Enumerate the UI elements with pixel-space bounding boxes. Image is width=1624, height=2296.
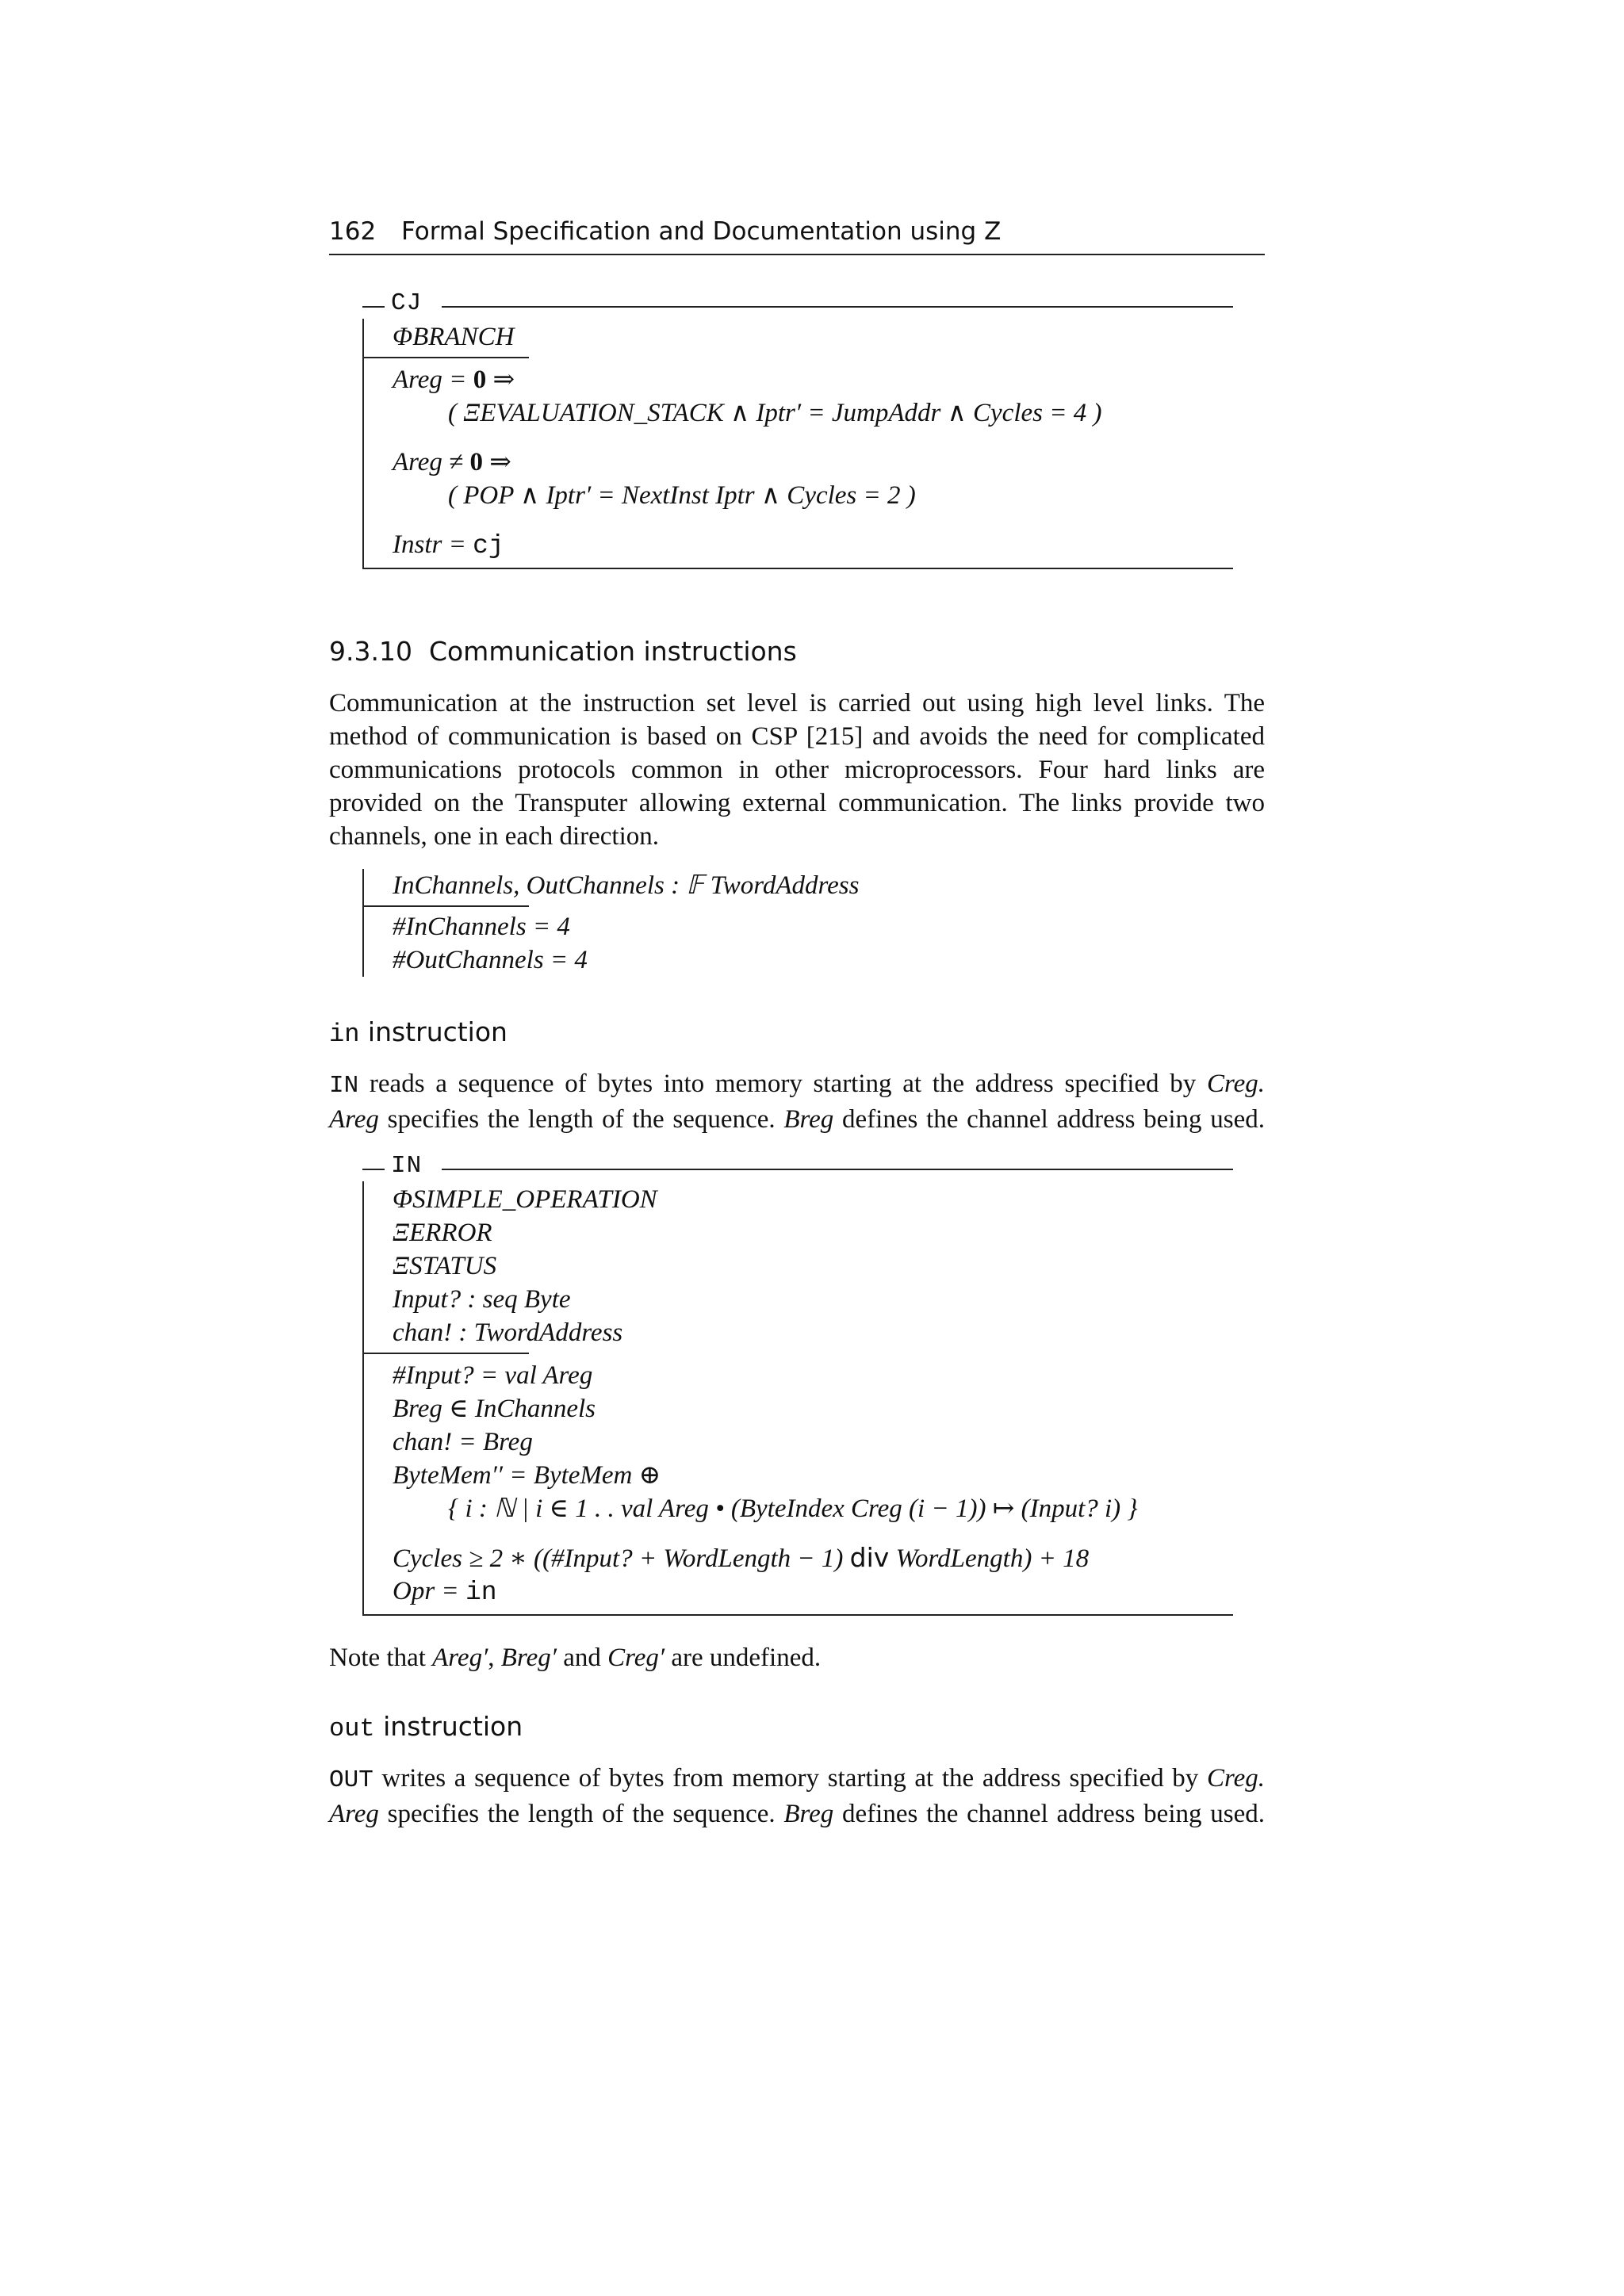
axdef-divider (362, 905, 529, 907)
in-paragraph-line-1: IN reads a sequence of bytes into memory starting at the address specified by Creg. (329, 1070, 1265, 1100)
schema-cj-pred-2: Areg ≠ 0 ⇒ (393, 448, 511, 476)
running-title: Formal Specification and Documentation using Z (401, 217, 1002, 246)
section-paragraph (329, 687, 1265, 853)
schema-in-decl-5: chan! : TwordAddress (393, 1318, 623, 1347)
out-instruction-heading (329, 1709, 523, 1747)
section-heading (329, 634, 797, 669)
schema-cj-divider (362, 357, 529, 358)
schema-in-header (362, 1150, 1233, 1181)
schema-in-decl-3: ΞSTATUS (393, 1252, 497, 1280)
in-heading-code: in (329, 1020, 360, 1049)
out-paragraph (329, 1762, 1265, 1831)
axiomatic-definition (362, 869, 1106, 977)
schema-in-pred-2: Breg ∈ InChannels (393, 1395, 596, 1423)
schema-cj (362, 287, 1233, 569)
section-number: 9.3.10 (329, 636, 412, 667)
axdef-pred-1: #InChannels = 4 (393, 913, 570, 941)
page-number: 162 (329, 217, 377, 246)
in-paragraph (329, 1067, 1265, 1136)
axdef-pred-2: #OutChannels = 4 (393, 946, 588, 974)
paragraph-line: Communication at the instruction set level is carried out using high level links. The (329, 689, 1265, 718)
schema-in-decl-1: ΦSIMPLE_OPERATION (393, 1185, 657, 1214)
schema-cj-header (362, 287, 1233, 319)
schema-cj-pred-1-cont: ( ΞEVALUATION_STACK ∧ Iptr′ = JumpAddr ∧ Cycles = 4 ) (448, 399, 1102, 427)
paragraph-line: channels, one in each direction. (329, 822, 659, 851)
section-title: Communication instructions (428, 636, 797, 667)
schema-in-pred-opr: Opr = in (393, 1577, 497, 1607)
schema-in-divider (362, 1353, 529, 1354)
schema-in-pred-4: ByteMem′′ = ByteMem ⊕ (393, 1461, 661, 1490)
out-paragraph-line-1: OUT writes a sequence of bytes from memory starting at the address specified by Creg. (329, 1764, 1265, 1794)
paragraph-line: communications protocols common in other microprocessors. Four hard links are (329, 756, 1265, 784)
schema-cj-pred-2-cont: ( POP ∧ Iptr′ = NextInst Iptr ∧ Cycles = 2 ) (448, 481, 916, 510)
schema-in-pred-3: chan! = Breg (393, 1428, 533, 1456)
schema-cj-pred-3: Instr = cj (393, 530, 504, 561)
paragraph-line: provided on the Transputer allowing external communication. The links provide two (329, 789, 1265, 817)
in-paragraph-line-2: Areg specifies the length of the sequence. Breg defines the channel address being used. (329, 1105, 1265, 1134)
schema-in-pred-4-cont: { i : ℕ | i ∈ 1 . . val Areg • (ByteIndex Creg (i − 1)) ↦ (Input? i) } (448, 1494, 1138, 1523)
schema-in-decl-2: ΞERROR (393, 1219, 492, 1247)
note-paragraph: Note that Areg′, Breg′ and Creg′ are undefined. (329, 1644, 822, 1672)
in-instruction-heading (329, 1015, 508, 1052)
schema-cj-bottom-rule (362, 568, 1233, 569)
axdef-decl: InChannels, OutChannels : 𝔽 TwordAddress (393, 871, 860, 900)
schema-cj-decl: ΦBRANCH (393, 323, 515, 351)
out-heading-code: out (329, 1714, 375, 1743)
in-heading-text: instruction (367, 1016, 508, 1047)
schema-in-pred-cycles: Cycles ≥ 2 ∗ ((#Input? + WordLength − 1) div WordLength) + 18 (393, 1542, 1090, 1573)
schema-cj-name: CJ (391, 289, 423, 317)
schema-in-name: IN (391, 1152, 423, 1180)
schema-cj-pred-1: Areg = 0 ⇒ (393, 365, 515, 394)
paragraph-line: method of communication is based on CSP [215] and avoids the need for complicated (329, 722, 1265, 751)
schema-in (362, 1150, 1233, 1616)
running-header (329, 214, 1265, 255)
schema-in-bottom-rule (362, 1614, 1233, 1616)
out-heading-text: instruction (383, 1711, 523, 1742)
schema-cj-body (362, 319, 1233, 568)
out-paragraph-line-2: Areg specifies the length of the sequence. Breg defines the channel address being used. (329, 1800, 1265, 1828)
schema-in-body (362, 1181, 1233, 1614)
schema-in-pred-1: #Input? = val Areg (393, 1361, 593, 1390)
schema-in-decl-4: Input? : seq Byte (393, 1285, 571, 1314)
